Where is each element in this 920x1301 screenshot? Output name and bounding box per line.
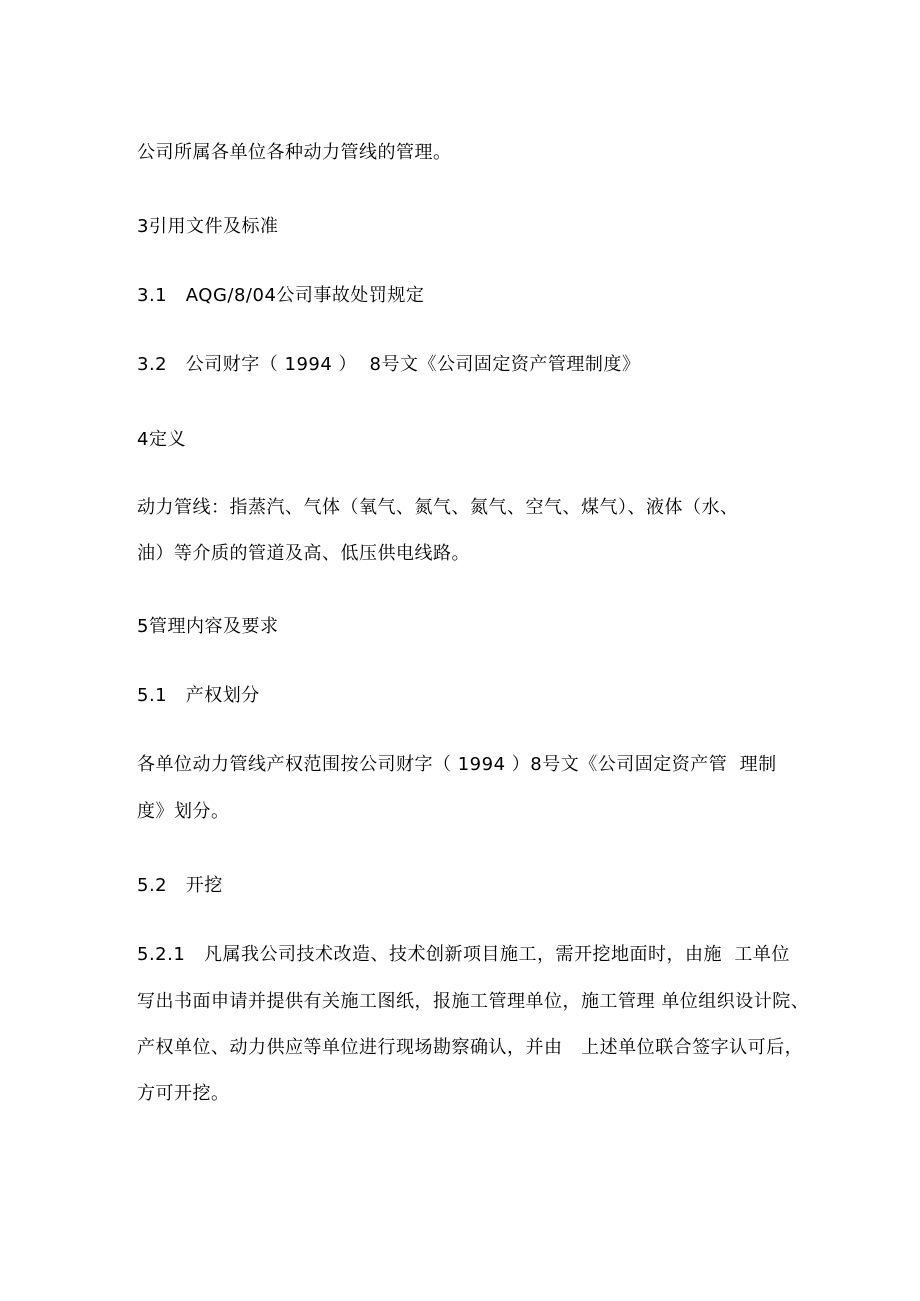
definition-line-1: 动力管线：指蒸汽、气体（氧气、氮气、氮气、空气、煤气）、液体（水、 (137, 497, 739, 518)
excavation-line-2: 写出书面申请并提供有关施工图纸，报施工管理单位，施工管理 单位组织设计院、 (137, 991, 810, 1012)
section-4-heading: 4定义 (137, 429, 186, 450)
reference-3-1: 3.1 AQG/8/04公司事故处罚规定 (137, 285, 425, 306)
subsection-5-2-heading: 5.2 开挖 (137, 875, 223, 896)
section-3-heading: 3引用文件及标准 (137, 216, 279, 237)
excavation-line-3: 产权单位、动力供应等单位进行现场勘察确认，并由 上述单位联合签字认可后， (137, 1037, 804, 1058)
excavation-line-4: 方可开挖。 (137, 1083, 230, 1104)
property-rights-line-1: 各单位动力管线产权范围按公司财字（ 1994 ）8号文《公司固定资产管 理制 (137, 754, 777, 775)
section-5-heading: 5管理内容及要求 (137, 616, 279, 637)
property-rights-line-2: 度》划分。 (137, 801, 230, 822)
excavation-line-1: 5.2.1 凡属我公司技术改造、技术创新项目施工，需开挖地面时，由施 工单位 (137, 944, 790, 965)
definition-line-2: 油）等介质的管道及高、低压供电线路。 (137, 543, 470, 564)
subsection-5-1-heading: 5.1 产权划分 (137, 685, 260, 706)
scope-text: 公司所属各单位各种动力管线的管理。 (137, 142, 452, 163)
reference-3-2: 3.2 公司财字（ 1994 ） 8号文《公司固定资产管理制度》 (137, 354, 641, 375)
